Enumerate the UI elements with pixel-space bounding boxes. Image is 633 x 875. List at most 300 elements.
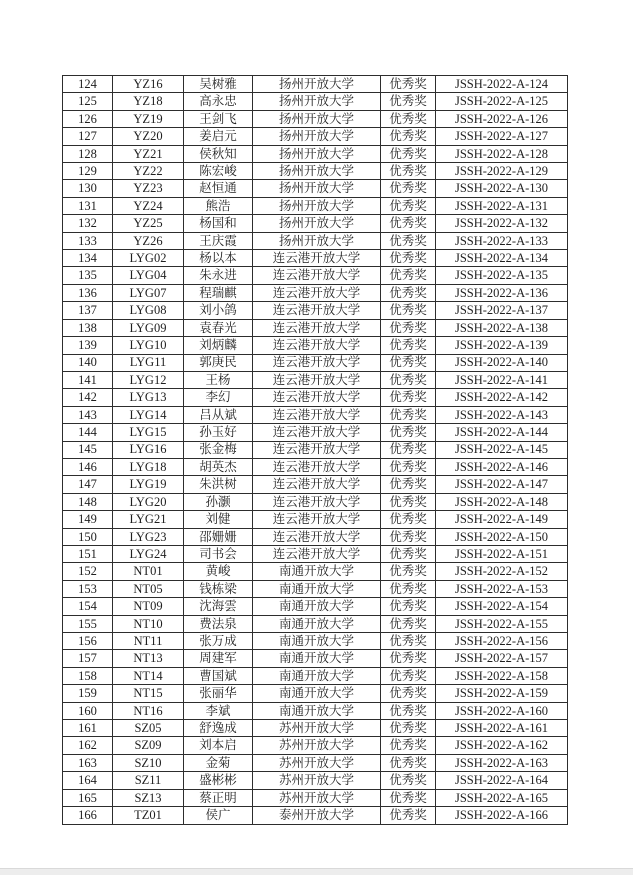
cell-no: 128 <box>63 145 113 162</box>
cell-name: 王庆霞 <box>184 232 253 249</box>
cell-code: LYG04 <box>113 267 184 284</box>
cell-cert: JSSH-2022-A-157 <box>436 650 568 667</box>
table-row <box>63 128 568 145</box>
cell-no: 139 <box>63 337 113 354</box>
cell-no: 156 <box>63 633 113 650</box>
cell-school: 连云港开放大学 <box>253 528 381 545</box>
cell-cert: JSSH-2022-A-130 <box>436 180 568 197</box>
cell-school: 苏州开放大学 <box>253 789 381 806</box>
cell-cert: JSSH-2022-A-128 <box>436 145 568 162</box>
cell-code: YZ18 <box>113 93 184 110</box>
cell-name: 侯广 <box>184 807 253 825</box>
cell-school: 扬州开放大学 <box>253 145 381 162</box>
cell-code: LYG14 <box>113 406 184 423</box>
cell-award: 优秀奖 <box>381 493 436 510</box>
cell-name: 周建军 <box>184 650 253 667</box>
cell-no: 131 <box>63 197 113 214</box>
cell-code: NT05 <box>113 580 184 597</box>
cell-cert: JSSH-2022-A-143 <box>436 406 568 423</box>
table-row <box>63 720 568 737</box>
cell-name: 费法泉 <box>184 615 253 632</box>
cell-cert: JSSH-2022-A-148 <box>436 493 568 510</box>
cell-school: 连云港开放大学 <box>253 337 381 354</box>
cell-school: 连云港开放大学 <box>253 267 381 284</box>
cell-name: 舒逸成 <box>184 720 253 737</box>
table-row <box>63 737 568 754</box>
cell-award: 优秀奖 <box>381 754 436 771</box>
cell-name: 高永忠 <box>184 93 253 110</box>
cell-school: 苏州开放大学 <box>253 754 381 771</box>
cell-no: 124 <box>63 76 113 93</box>
cell-name: 陈宏峻 <box>184 163 253 180</box>
cell-school: 苏州开放大学 <box>253 772 381 789</box>
cell-award: 优秀奖 <box>381 319 436 336</box>
table-row <box>63 493 568 510</box>
cell-award: 优秀奖 <box>381 337 436 354</box>
cell-name: 钱栋梁 <box>184 580 253 597</box>
cell-code: NT14 <box>113 667 184 684</box>
cell-name: 朱洪树 <box>184 476 253 493</box>
table-row <box>63 563 568 580</box>
cell-cert: JSSH-2022-A-142 <box>436 389 568 406</box>
cell-no: 154 <box>63 598 113 615</box>
cell-no: 155 <box>63 615 113 632</box>
cell-school: 连云港开放大学 <box>253 371 381 388</box>
cell-code: YZ26 <box>113 232 184 249</box>
cell-no: 138 <box>63 319 113 336</box>
cell-name: 曹国斌 <box>184 667 253 684</box>
cell-no: 126 <box>63 110 113 127</box>
cell-name: 邵姗姗 <box>184 528 253 545</box>
cell-code: LYG16 <box>113 441 184 458</box>
cell-school: 南通开放大学 <box>253 667 381 684</box>
cell-name: 金菊 <box>184 754 253 771</box>
cell-name: 张金梅 <box>184 441 253 458</box>
cell-award: 优秀奖 <box>381 406 436 423</box>
cell-award: 优秀奖 <box>381 145 436 162</box>
cell-school: 连云港开放大学 <box>253 284 381 301</box>
cell-code: YZ25 <box>113 215 184 232</box>
award-table-body <box>63 76 568 825</box>
table-row <box>63 163 568 180</box>
table-row <box>63 441 568 458</box>
cell-award: 优秀奖 <box>381 110 436 127</box>
cell-school: 南通开放大学 <box>253 633 381 650</box>
table-row <box>63 650 568 667</box>
cell-cert: JSSH-2022-A-127 <box>436 128 568 145</box>
table-row <box>63 250 568 267</box>
cell-name: 黄峻 <box>184 563 253 580</box>
cell-code: LYG20 <box>113 493 184 510</box>
cell-no: 143 <box>63 406 113 423</box>
cell-school: 南通开放大学 <box>253 598 381 615</box>
cell-name: 李幻 <box>184 389 253 406</box>
cell-award: 优秀奖 <box>381 441 436 458</box>
cell-cert: JSSH-2022-A-149 <box>436 511 568 528</box>
cell-no: 137 <box>63 302 113 319</box>
cell-no: 150 <box>63 528 113 545</box>
cell-school: 扬州开放大学 <box>253 128 381 145</box>
cell-award: 优秀奖 <box>381 458 436 475</box>
cell-award: 优秀奖 <box>381 615 436 632</box>
cell-school: 南通开放大学 <box>253 650 381 667</box>
table-row <box>63 145 568 162</box>
cell-school: 泰州开放大学 <box>253 807 381 825</box>
table-row <box>63 302 568 319</box>
cell-award: 优秀奖 <box>381 128 436 145</box>
cell-cert: JSSH-2022-A-125 <box>436 93 568 110</box>
cell-name: 蔡正明 <box>184 789 253 806</box>
cell-code: YZ20 <box>113 128 184 145</box>
cell-cert: JSSH-2022-A-134 <box>436 250 568 267</box>
cell-cert: JSSH-2022-A-164 <box>436 772 568 789</box>
cell-code: LYG02 <box>113 250 184 267</box>
cell-school: 扬州开放大学 <box>253 197 381 214</box>
cell-award: 优秀奖 <box>381 702 436 719</box>
cell-school: 连云港开放大学 <box>253 441 381 458</box>
table-row <box>63 580 568 597</box>
cell-code: LYG09 <box>113 319 184 336</box>
cell-code: YZ22 <box>113 163 184 180</box>
cell-award: 优秀奖 <box>381 215 436 232</box>
cell-no: 144 <box>63 424 113 441</box>
cell-award: 优秀奖 <box>381 545 436 562</box>
cell-award: 优秀奖 <box>381 284 436 301</box>
cell-school: 连云港开放大学 <box>253 511 381 528</box>
table-row <box>63 232 568 249</box>
cell-cert: JSSH-2022-A-147 <box>436 476 568 493</box>
cell-school: 扬州开放大学 <box>253 110 381 127</box>
cell-school: 连云港开放大学 <box>253 354 381 371</box>
table-row <box>63 93 568 110</box>
cell-award: 优秀奖 <box>381 232 436 249</box>
table-row <box>63 476 568 493</box>
cell-code: NT11 <box>113 633 184 650</box>
cell-cert: JSSH-2022-A-126 <box>436 110 568 127</box>
cell-no: 161 <box>63 720 113 737</box>
table-row <box>63 319 568 336</box>
cell-no: 127 <box>63 128 113 145</box>
cell-cert: JSSH-2022-A-144 <box>436 424 568 441</box>
cell-code: LYG23 <box>113 528 184 545</box>
cell-school: 苏州开放大学 <box>253 720 381 737</box>
table-row <box>63 807 568 825</box>
table-row <box>63 389 568 406</box>
cell-school: 连云港开放大学 <box>253 389 381 406</box>
cell-no: 162 <box>63 737 113 754</box>
cell-code: SZ11 <box>113 772 184 789</box>
table-row <box>63 702 568 719</box>
cell-award: 优秀奖 <box>381 667 436 684</box>
cell-school: 连云港开放大学 <box>253 458 381 475</box>
cell-code: LYG19 <box>113 476 184 493</box>
cell-cert: JSSH-2022-A-161 <box>436 720 568 737</box>
table-row <box>63 180 568 197</box>
cell-award: 优秀奖 <box>381 650 436 667</box>
cell-school: 连云港开放大学 <box>253 319 381 336</box>
cell-code: SZ09 <box>113 737 184 754</box>
cell-code: NT10 <box>113 615 184 632</box>
cell-no: 145 <box>63 441 113 458</box>
cell-school: 南通开放大学 <box>253 615 381 632</box>
cell-name: 吴树雅 <box>184 76 253 93</box>
cell-code: LYG07 <box>113 284 184 301</box>
cell-name: 孙灏 <box>184 493 253 510</box>
cell-cert: JSSH-2022-A-131 <box>436 197 568 214</box>
cell-code: NT09 <box>113 598 184 615</box>
cell-school: 南通开放大学 <box>253 702 381 719</box>
cell-award: 优秀奖 <box>381 563 436 580</box>
cell-no: 125 <box>63 93 113 110</box>
cell-cert: JSSH-2022-A-135 <box>436 267 568 284</box>
cell-school: 连云港开放大学 <box>253 302 381 319</box>
cell-no: 165 <box>63 789 113 806</box>
table-row <box>63 789 568 806</box>
table-row <box>63 337 568 354</box>
cell-cert: JSSH-2022-A-136 <box>436 284 568 301</box>
table-row <box>63 511 568 528</box>
cell-award: 优秀奖 <box>381 807 436 825</box>
cell-school: 南通开放大学 <box>253 685 381 702</box>
cell-school: 扬州开放大学 <box>253 180 381 197</box>
cell-no: 160 <box>63 702 113 719</box>
cell-name: 张万成 <box>184 633 253 650</box>
cell-name: 杨以本 <box>184 250 253 267</box>
cell-name: 吕从斌 <box>184 406 253 423</box>
cell-cert: JSSH-2022-A-166 <box>436 807 568 825</box>
cell-school: 扬州开放大学 <box>253 215 381 232</box>
table-row <box>63 215 568 232</box>
cell-award: 优秀奖 <box>381 163 436 180</box>
cell-no: 158 <box>63 667 113 684</box>
cell-name: 赵恒通 <box>184 180 253 197</box>
cell-cert: JSSH-2022-A-152 <box>436 563 568 580</box>
cell-award: 优秀奖 <box>381 267 436 284</box>
cell-cert: JSSH-2022-A-159 <box>436 685 568 702</box>
cell-no: 142 <box>63 389 113 406</box>
cell-code: YZ16 <box>113 76 184 93</box>
cell-code: LYG10 <box>113 337 184 354</box>
cell-code: LYG12 <box>113 371 184 388</box>
cell-cert: JSSH-2022-A-158 <box>436 667 568 684</box>
cell-name: 朱永进 <box>184 267 253 284</box>
table-row <box>63 685 568 702</box>
table-row <box>63 545 568 562</box>
cell-name: 侯秋知 <box>184 145 253 162</box>
cell-school: 苏州开放大学 <box>253 737 381 754</box>
table-row <box>63 371 568 388</box>
cell-school: 连云港开放大学 <box>253 545 381 562</box>
cell-no: 152 <box>63 563 113 580</box>
cell-school: 连云港开放大学 <box>253 476 381 493</box>
cell-no: 159 <box>63 685 113 702</box>
cell-code: YZ21 <box>113 145 184 162</box>
cell-school: 连云港开放大学 <box>253 493 381 510</box>
cell-no: 141 <box>63 371 113 388</box>
cell-school: 南通开放大学 <box>253 580 381 597</box>
cell-award: 优秀奖 <box>381 737 436 754</box>
cell-cert: JSSH-2022-A-160 <box>436 702 568 719</box>
cell-name: 刘健 <box>184 511 253 528</box>
cell-no: 151 <box>63 545 113 562</box>
cell-cert: JSSH-2022-A-140 <box>436 354 568 371</box>
cell-code: YZ24 <box>113 197 184 214</box>
cell-award: 优秀奖 <box>381 424 436 441</box>
cell-name: 张丽华 <box>184 685 253 702</box>
cell-cert: JSSH-2022-A-151 <box>436 545 568 562</box>
cell-no: 157 <box>63 650 113 667</box>
cell-name: 刘小鸽 <box>184 302 253 319</box>
cell-code: SZ13 <box>113 789 184 806</box>
table-row <box>63 406 568 423</box>
cell-cert: JSSH-2022-A-145 <box>436 441 568 458</box>
table-row <box>63 615 568 632</box>
cell-code: LYG11 <box>113 354 184 371</box>
cell-no: 163 <box>63 754 113 771</box>
table-row <box>63 197 568 214</box>
cell-award: 优秀奖 <box>381 197 436 214</box>
cell-award: 优秀奖 <box>381 511 436 528</box>
cell-code: YZ19 <box>113 110 184 127</box>
cell-code: YZ23 <box>113 180 184 197</box>
cell-school: 扬州开放大学 <box>253 93 381 110</box>
cell-no: 149 <box>63 511 113 528</box>
cell-cert: JSSH-2022-A-137 <box>436 302 568 319</box>
cell-code: LYG15 <box>113 424 184 441</box>
cell-code: LYG21 <box>113 511 184 528</box>
cell-cert: JSSH-2022-A-139 <box>436 337 568 354</box>
cell-code: LYG08 <box>113 302 184 319</box>
cell-name: 郭庚民 <box>184 354 253 371</box>
cell-award: 优秀奖 <box>381 685 436 702</box>
cell-cert: JSSH-2022-A-156 <box>436 633 568 650</box>
cell-cert: JSSH-2022-A-133 <box>436 232 568 249</box>
cell-cert: JSSH-2022-A-155 <box>436 615 568 632</box>
cell-name: 盛彬彬 <box>184 772 253 789</box>
cell-award: 优秀奖 <box>381 598 436 615</box>
cell-name: 王剑飞 <box>184 110 253 127</box>
table-row <box>63 284 568 301</box>
cell-name: 熊浩 <box>184 197 253 214</box>
cell-code: LYG24 <box>113 545 184 562</box>
cell-no: 164 <box>63 772 113 789</box>
cell-cert: JSSH-2022-A-153 <box>436 580 568 597</box>
cell-school: 扬州开放大学 <box>253 163 381 180</box>
cell-code: SZ05 <box>113 720 184 737</box>
cell-no: 133 <box>63 232 113 249</box>
cell-award: 优秀奖 <box>381 580 436 597</box>
cell-no: 166 <box>63 807 113 825</box>
cell-award: 优秀奖 <box>381 76 436 93</box>
cell-no: 132 <box>63 215 113 232</box>
cell-code: NT13 <box>113 650 184 667</box>
cell-code: TZ01 <box>113 807 184 825</box>
cell-code: LYG18 <box>113 458 184 475</box>
cell-award: 优秀奖 <box>381 528 436 545</box>
cell-name: 杨国和 <box>184 215 253 232</box>
cell-award: 优秀奖 <box>381 302 436 319</box>
cell-no: 129 <box>63 163 113 180</box>
table-row <box>63 110 568 127</box>
cell-name: 司书会 <box>184 545 253 562</box>
cell-code: NT15 <box>113 685 184 702</box>
cell-name: 袁春光 <box>184 319 253 336</box>
cell-no: 135 <box>63 267 113 284</box>
cell-award: 优秀奖 <box>381 371 436 388</box>
table-row <box>63 754 568 771</box>
cell-cert: JSSH-2022-A-165 <box>436 789 568 806</box>
cell-award: 优秀奖 <box>381 93 436 110</box>
cell-cert: JSSH-2022-A-146 <box>436 458 568 475</box>
table-row <box>63 76 568 93</box>
table-row <box>63 267 568 284</box>
cell-no: 146 <box>63 458 113 475</box>
cell-name: 沈海雲 <box>184 598 253 615</box>
cell-cert: JSSH-2022-A-129 <box>436 163 568 180</box>
table-row <box>63 633 568 650</box>
cell-name: 孙玉好 <box>184 424 253 441</box>
cell-no: 153 <box>63 580 113 597</box>
table-row <box>63 458 568 475</box>
table-row <box>63 598 568 615</box>
cell-award: 优秀奖 <box>381 720 436 737</box>
cell-code: SZ10 <box>113 754 184 771</box>
table-row <box>63 772 568 789</box>
cell-award: 优秀奖 <box>381 772 436 789</box>
cell-no: 147 <box>63 476 113 493</box>
table-row <box>63 354 568 371</box>
cell-cert: JSSH-2022-A-124 <box>436 76 568 93</box>
cell-code: NT01 <box>113 563 184 580</box>
cell-cert: JSSH-2022-A-154 <box>436 598 568 615</box>
cell-award: 优秀奖 <box>381 633 436 650</box>
table-row <box>63 424 568 441</box>
cell-name: 王杨 <box>184 371 253 388</box>
award-list-table <box>62 75 568 825</box>
cell-cert: JSSH-2022-A-141 <box>436 371 568 388</box>
cell-award: 优秀奖 <box>381 180 436 197</box>
cell-name: 刘本启 <box>184 737 253 754</box>
cell-name: 程瑞麒 <box>184 284 253 301</box>
cell-cert: JSSH-2022-A-150 <box>436 528 568 545</box>
cell-award: 优秀奖 <box>381 789 436 806</box>
cell-school: 南通开放大学 <box>253 563 381 580</box>
cell-no: 148 <box>63 493 113 510</box>
cell-name: 胡英杰 <box>184 458 253 475</box>
cell-code: LYG13 <box>113 389 184 406</box>
cell-school: 连云港开放大学 <box>253 424 381 441</box>
cell-name: 刘炳麟 <box>184 337 253 354</box>
cell-name: 李斌 <box>184 702 253 719</box>
cell-no: 134 <box>63 250 113 267</box>
cell-cert: JSSH-2022-A-162 <box>436 737 568 754</box>
cell-school: 扬州开放大学 <box>253 232 381 249</box>
cell-no: 140 <box>63 354 113 371</box>
cell-cert: JSSH-2022-A-132 <box>436 215 568 232</box>
cell-no: 136 <box>63 284 113 301</box>
cell-award: 优秀奖 <box>381 476 436 493</box>
cell-cert: JSSH-2022-A-138 <box>436 319 568 336</box>
cell-school: 扬州开放大学 <box>253 76 381 93</box>
table-row <box>63 528 568 545</box>
cell-school: 连云港开放大学 <box>253 406 381 423</box>
page-bottom-edge <box>0 868 633 875</box>
cell-name: 姜启元 <box>184 128 253 145</box>
cell-award: 优秀奖 <box>381 250 436 267</box>
cell-award: 优秀奖 <box>381 389 436 406</box>
cell-award: 优秀奖 <box>381 354 436 371</box>
cell-no: 130 <box>63 180 113 197</box>
